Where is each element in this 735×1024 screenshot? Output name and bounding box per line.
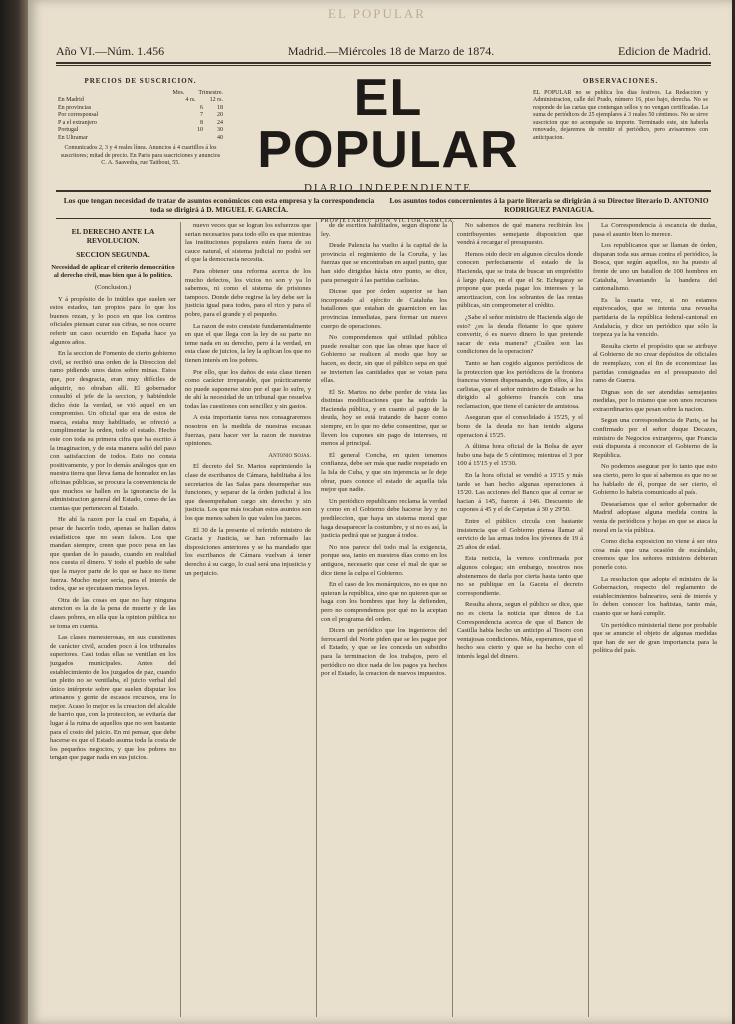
column-3 <box>321 222 447 1017</box>
paragraph: La resolucion que adopte el ministro de la Gobernacion, respecto del reglamento de establecimientos balnearios, será de interés y lo deben conocer los bañistas, tanto más, cuanto que se hará cumplir. <box>593 575 717 617</box>
column-rule <box>316 222 317 1017</box>
paragraph: Y á propósito de lo inútiles que suelen ser estos estados, tan propios para lo que los buenos rezan, y lo poco en que los centros oficiales piensan curar sus cifras, se nos ocurre referir un caso ocurrido en España hace ya algunos años. <box>50 295 176 346</box>
paragraph: de de escritos habilitados, segun dispone la ley. <box>321 222 447 238</box>
price-quarter: 30 <box>217 127 223 133</box>
price-quarter: 18 <box>217 104 223 111</box>
paragraph: En la hora oficial se vendió a 15'15 y más tarde se han hecho algunas operaciones á 15'20. Las acciones del Banco que al cerrar se hacian á 145, fueron á 146. Descuento de cupones á 45 y el de Carpetas á 30 y 29'50. <box>457 472 583 514</box>
price-label: En Ultramar <box>58 134 88 141</box>
paragraph: En el caso de los monárquicos, no es que no quieran la república, sino que no quieren que se haga con los hombres que hoy la defienden, pero no comprendemos por qué no la aceptan con el programa del orden. <box>321 581 447 623</box>
prices-notes: Comunicados 2, 3 y 4 reales línea. Anuncios á 4 cuartillos á los suscritores; mitad de precio. En Paris para suscriciones y anuncios C. A. Saavedra, rue Taitbout, 55. <box>60 145 221 166</box>
signature: Antonio Sojas. <box>268 451 311 459</box>
paragraph: Resulta ahora, segun el público se dice, que no es cierta la noticia que dimos de La Correspondencia acerca de que el Banco de Castilla habia hecho un anticipo al Tesoro con ventajosas condiciones. Más, esperamos, que el hecho sea cierto y que se ha hecho con el interés legal del dinero. <box>457 601 583 660</box>
paragraph: La razon de esto consiste fundamentalmente en que el que llega con la ley de su parte no teme nada en su derecho, pero á la verdad, en esta clase de juicios, la ley la aplican los que no tienen interés en los pobres. <box>185 322 311 364</box>
price-row <box>58 135 223 143</box>
price-row <box>58 105 223 113</box>
observations <box>533 78 708 142</box>
price-month: 8 <box>200 119 203 126</box>
column-rule <box>452 222 453 1017</box>
paragraph: Segun una correspondencia de Paris, se ha confirmado por el señor duque Decazes, ministro de Negocios extranjeros, que Francia está dispuesta á reconocer el Gobierno de la República. <box>593 417 717 459</box>
paragraph: La Correspondencia á escancia de dudas, pasa el asunto bien lo merece. <box>593 222 717 238</box>
paragraph: Dicese que por órden superior se han incorporado al ejército de Cataluña los batallones que estaban de guarnicion en las provincias inmediatas, para formar un nuevo cuerpo de operaciones. <box>321 288 447 330</box>
prices-table <box>58 97 223 142</box>
prices-col1: Mes. <box>172 89 185 96</box>
paragraph: Para obtener una reforma acerca de los mucho defectos, los vicios no son y ya lo sabemos, ni como el sistema de prisiones tampoco. Donde debe regirse la ley debe ser la justicia igual para todos, para el rico y para el pobre, para el grande y el pequeño. <box>185 267 311 318</box>
newspaper-title: EL POPULAR <box>257 69 519 179</box>
header-line <box>56 44 711 59</box>
price-quarter: 12 rs. <box>209 97 223 103</box>
body-rule <box>56 218 711 219</box>
price-row <box>58 120 223 128</box>
price-quarter: 20 <box>217 112 223 118</box>
column-2 <box>185 222 311 1017</box>
column-rule <box>588 222 589 1017</box>
paragraph: Dignas son de ser atendidas semejantes medidas, por lo mismo que son unos recursos extraordinarios que pesan sobre la nacion. <box>593 388 717 413</box>
column-5 <box>593 222 717 1017</box>
newspaper-page <box>28 0 732 1024</box>
price-month: 7 <box>200 112 203 118</box>
observations-heading: OBSERVACIONES. <box>582 77 659 85</box>
issue-number: Año VI.—Núm. 1.456 <box>56 44 165 58</box>
price-quarter: 40 <box>217 134 223 141</box>
paragraph: No sabemos de qué manera recibirán los contribuyentes semejante disposicion que vendrá á recargar el presupuesto. <box>457 222 583 247</box>
paragraph: Por ello, que los daños de esta clase tienen como carácter irreparable, que prácticamente no puede suponerse sino por el que lo sufre, y de ahí la necesidad de un tribunal que resuelva todas las cuestiones con sencillez y sin gastos. <box>185 368 311 410</box>
notice-left: Los que tengan necesidad de tratar de asuntos económicos con esta empresa y la correspondencia toda se dirigirá á D. MIGUEL F. GARCÍA. <box>63 196 375 214</box>
paragraph: Los republicanos que se llaman de órden, disparan toda sus armas contra el periódico, la Bosca, que según aquellos, no ha puesto al frente de uno un batallon de 100 hombres en Cataluña, levantando la bandera del cantonalismo. <box>593 242 717 293</box>
paragraph: El 30 de la presente el referido ministro de Gracia y Justicia, se han reformado las disposiciones anteriores y se ha mandado que los escribanos de Cámara vuelvan á tener derecho á su cargo, lo cual será una injusticia y un perjuicio. <box>185 526 311 577</box>
dateline: Madrid.—Miércoles 18 de Marzo de 1874. <box>287 44 495 58</box>
prices-heading: PRECIOS DE SUSCRICION. <box>84 77 197 85</box>
price-month: 4 rs. <box>185 97 196 103</box>
paragraph: Desde Palencia ha vuelto á la capital de la provincia el regimiento de la Coruña, y las fuerzas que se encontraban en aquel punto, que han sido dirigidas hácia otro punto, se dice, para perseguir á las partidas carlistas. <box>321 242 447 284</box>
paragraph: En la seccion de Fomento de cierto gobierno civil, se recibió una orden de la Direccion del ramo pidiendo unos datos sobre minas. Estos que, por desgracia, eran muy difíciles de adquirir, no obraban allí. El gobernador consultó el jefe de la seccion, y habiéndole dicho éste la verdad, se vió aquel en un compromiso. Un oficial que era de estos de marca, estaba muy habilitado, se ofreció a cumplimentar la orden, todo el estado. Hecho este con toda su primera cifra que ha escrito á la imaginacion, y de esta manera salió del paso con satisfaccion de todos. Esto no consta positivamente, y por lo demás análogos que en nuestra tierra que lleva fama de honradez en las oficinas públicas, se procura la conveniencia de que muchos se hallen en la ignorancia de la administracion general del Estado, como de las cuentas que pertenecen al Estado. <box>50 350 176 512</box>
paragraph: Es la cuarta vez, si no estamos equivocados, que se intenta una revuelta partidaria de la república federal-cantonal en Andalucía, y dice un periódico que sólo la torpeza ya la ha vencido. <box>593 296 717 339</box>
paragraph: Hemos oido decir en algunos círculos donde conocen perfectamente el estado de la Hacienda, que se trata de buscar un empréstito á largo plazo, en el que el Sr. Echegaray se propone que pueda pagar los intereses y la amortizacion, con los sobrantes de las rentas públicas, sin comprometer el crédito. <box>457 250 583 310</box>
section-heading: SECCION SEGUNDA. <box>76 250 150 260</box>
paragraph: Un periódico ministerial tiene por probable que se anuncie el objeto de algunas medidas que han de ser de gran importancia para la política del país. <box>593 621 717 655</box>
paragraph: Resulta cierto el propósito que se atribuye al Gobierno de no crear depósitos de oficiales de reemplazo, con el fin de economizar las partidas consignadas en el presupuesto del ramo de Guerra. <box>593 342 717 385</box>
paragraph: No nos parece del todo mal la exigencia, porque sea, tanto en nuestros días como en los antiguos, necesario que cese el mal de que se dice tiene la culpa el Gobierno. <box>321 543 447 577</box>
prices-col-headers <box>58 90 223 98</box>
ghost-header: EL POPULAR <box>328 6 426 21</box>
paragraph: Aseguran que el consolidado á 15'25, y el bono de la deuda no han tenido alguna operacion á 15'25. <box>457 414 583 439</box>
price-row <box>58 112 223 120</box>
paragraph: A última hora oficial de la Bolsa de ayer hubo una baja de 5 céntimos; mientras el 3 por 100 á 15'15 y el 15'30. <box>457 443 583 468</box>
paragraph: El general Concha, en quien tenemos confianza, debe ser más que nadie respetado en la Isla de Cuba, y que sin injerencia se le deje obrar, pues conoce el estado de aquella isla mejor que nadie. <box>321 451 447 494</box>
column-1 <box>50 222 176 1017</box>
paragraph: Un periódico republicano reclama la verdad y como en el Gobierno debe hacerse ley y no predileccion, que haya un sistema moral que haga desaparecer la costumbre, y si no es así, la justicia pedirá que se juzgue á todos. <box>321 497 447 540</box>
paragraph: El Sr. Martos no debe perder de vista las distintas modificaciones que ha sufrido la Hacienda pública, y en cuanto al pago de la deuda, hoy se está tratando de hacer como siempre, en lo que no debe consentirse, que se lleven los cupones sin pago de intereses, ni menos al principal. <box>321 388 447 448</box>
paragraph: Esta noticia, la vemos confirmada por algunos colegas; sin embargo, nosotros nos abstenemos de darla por cierta hasta tanto que no se publique en la Gaceta el decreto correspondiente. <box>457 555 583 597</box>
price-label: En provincias <box>58 104 92 111</box>
price-label: P a el extranjero <box>58 119 97 126</box>
price-row <box>58 127 223 135</box>
top-rule <box>56 62 711 64</box>
article-continuation: (Conclusion.) <box>94 283 132 291</box>
paragraph: He ahí la razon por la cual en España, á pesar de hacerlo todo, apenas se hallan datos estadísticos que no sean falsos. Los que mandan siempre, creen que poco pesa en las que quedan de lo pasado, cuando en realidad nos cuesta el dinero. Y todo el pueblo de sabe que la mayor parte de lo que se hace no tiene fuerza. Mucho mejor sería, para el interés de todos, que se ejecutasen menos leyes. <box>50 516 176 593</box>
owner-line: PROPIETARIO: DON VICTOR GARCIA. <box>320 218 456 224</box>
paragraph: Desearíamos que el señor gobernador de Madrid adoptase alguna medida contra la venta de periódicos y hojas en que se ataca la moral en la vía pública. <box>593 500 717 534</box>
paragraph: ¿Sabe el señor ministro de Hacienda algo de esto? ¿es la deuda flotante lo que quiere convertir, ó es nuevo dinero lo que pretende sacar de esta manera? ¿Cuáles son las condiciones de la operacion? <box>457 313 583 356</box>
article-subhead: Necesidad de aplicar el criterio democrático al derecho civil, mas bien que á lo político. <box>51 263 175 280</box>
notice-right: Los asuntos todos concernientes á la parte literaria se dirigirán á su Director literario D. ANTONIO RODRIGUEZ PANIAGUA. <box>389 196 709 214</box>
price-month: 6 <box>200 104 203 111</box>
price-row <box>58 97 223 105</box>
prices-col2: Trimestre. <box>198 89 223 96</box>
price-quarter: 24 <box>217 119 223 126</box>
paragraph: Como dicha exposicion no viene á ser otra cosa más que una ocasión de escándalo, creemos que los señores ministros debieran ponerle coto. <box>593 538 717 571</box>
paragraph: Entre el público circula con bastante insistencia que el Gobierno piensa llamar al servicio de las armas todos los jóvenes de 19 á 25 años de edad. <box>457 518 583 551</box>
paragraph: Otra de las cosas en que no hay ninguna atencion es la de la pena de muerte y de las clases pobres, en ella que la opinion pública no se toma en cuenta. <box>50 596 176 630</box>
paragraph: No podemos asegurar por lo tanto que esto sea cierto, pero lo que sí sabemos es que no se ha hablado de él, porque de ser cierto, el Gobierno lo habria comunicado al país. <box>593 463 717 497</box>
paragraph: Las clases menesterosas, en sus cuestiones de carácter civil, acuden poco á los tribunales superiores. Casi todas ellas se ventilan en los juzgados municipales. Antes del establecimiento de los juzgados de paz, cuando un pleito no se ventilaba, el juicio verbal del único intérprete sobre que suelen disputar los artesanos y gente de escasos recursos, era lo mejor. Acaso lo mejor es la creacion del alcalde de barrio que, con la proteccion, se evitaría dar lugar á la ruina de aquellos que no son bastante para el costo del juicio. En mi pensar, que debe hacerse es que el Estado asuma toda la costa de los pequeños negocios, y que los pobres no tengan que pagar nada en sus juicios. <box>50 634 176 762</box>
price-label: En Madrid <box>58 97 84 103</box>
paragraph: Dicen un periódico que los ingenieros del ferrocarril del Norte piden que se les pague por el Estado, y que se les conceda un subsidio para la terminacion de los trabajos, pero el periódico no dice nada de los pagos ya hechos por el Estado, la creacion de nuevos impuestos. <box>321 627 447 678</box>
notice-rule <box>56 190 711 192</box>
paragraph: Tanto se han cogido algunos periódicos de la proteccion que los periódicos de la frontera francesa vienen dispensando, segun ellos, á los carlistas, que el señor ministro de Estado se ha dirigido al gobierno francés con una reclamacion, que tiene el carácter de amistosa. <box>457 359 583 410</box>
price-month: 10 <box>197 127 203 133</box>
price-label: Portugal <box>58 127 79 133</box>
article-heading: EL DERECHO ANTE LA REVOLUCION. <box>71 227 155 245</box>
book-binding <box>0 0 30 1024</box>
subscription-prices <box>58 78 223 168</box>
paragraph: nuevo veces que se logran los esfuerzos que serian necesarios para todo ello es que mientras las instituciones populares estén fuera de su cauce natural, el sistema judicial no podrá ser el que la democracia necesita. <box>185 222 311 264</box>
paragraph: A esta importante tarea nos consagraremos nosotros en la medida de nuestras escasas fuerzas, para hacer ver la razon de nuestras opiniones. <box>185 414 311 448</box>
paragraph: El decreto del Sr. Martos suprimiendo la clase de escribanos de Cámara, habilitaba á los secretarios de las Salas para desempeñar sus funciones, y separar de la órden judicial á los que desempeñaban cargo sin derecho y sin justicia. Los que más tocaban estos asuntos son los que menos saben lo que valen los jueces. <box>185 463 311 522</box>
price-label: Por corresponsal <box>58 112 99 118</box>
column-4 <box>457 222 583 1017</box>
edition-label: Edicion de Madrid. <box>618 44 711 58</box>
observations-text: EL POPULAR no se publica los dias festivos. La Redaccion y Administracion, calle del Prado, número 16, piso bajo, derecha. No se responde de las cartas que contengan sellos y no vengan certificadas. La suma de periódicos de 25 ejemplares á 3 reales 50 céntimos. No se sirve suscricion que no acompañe su importe. Terminado este, sin haberla renovado, dejaremos de remitir el periódico, pero avisaremos con anticipacion. <box>533 89 708 141</box>
newspaper-subtitle: DIARIO INDEPENDIENTE <box>303 182 472 194</box>
top-rule-thin <box>56 65 711 66</box>
paragraph: No comprendemos qué utilidad pública puede resultar con que las obras que hace el Gobierno se realicen al modo que hoy se hacen, es decir, sin que el público sepa en qué se invierten las cantidades que se votan para ellas. <box>321 334 447 385</box>
column-rule <box>180 222 181 1017</box>
